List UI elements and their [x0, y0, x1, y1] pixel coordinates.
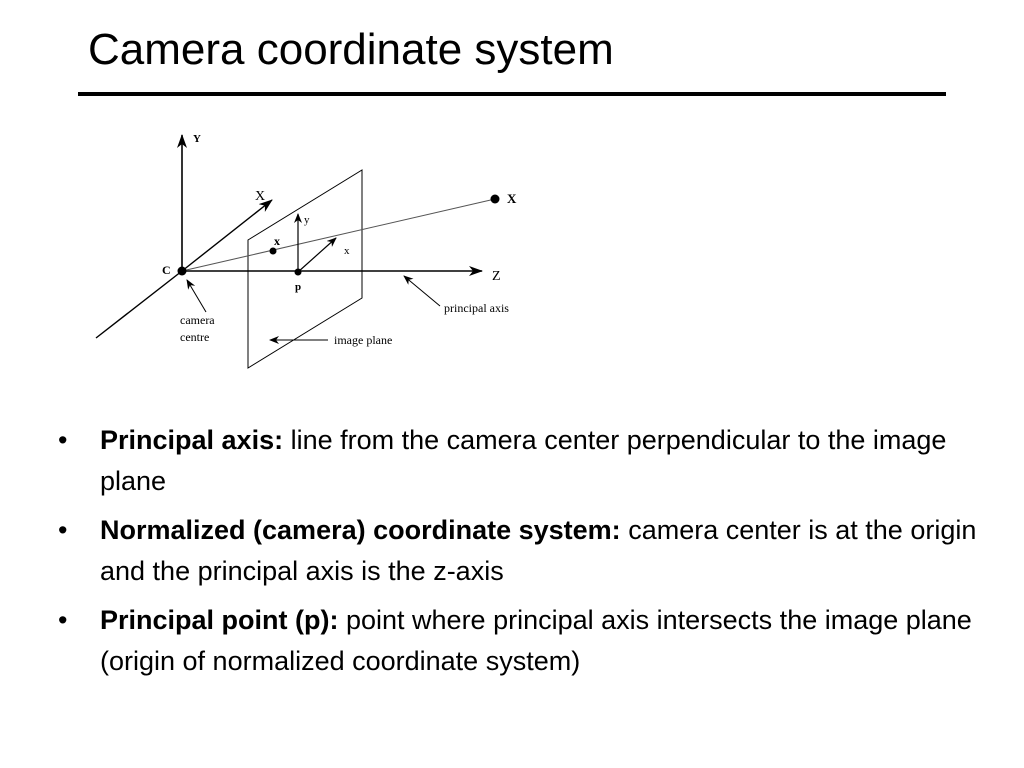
- camera-center-dot: [178, 267, 187, 276]
- label-image-y: y: [304, 214, 310, 226]
- x-axis-line-back: [96, 271, 182, 338]
- bullet-text: point where principal axis intersects the image plane (origin of normalized coordinate system): [100, 605, 972, 676]
- bullet-item: [58, 510, 998, 592]
- label-y-axis: Y: [193, 133, 201, 145]
- label-camera-centre-line1: camera: [180, 313, 215, 327]
- bullet-marker: •: [58, 425, 68, 455]
- label-world-point: X: [507, 191, 517, 206]
- image-point-dot: [270, 248, 277, 255]
- principal-point-dot: [295, 269, 302, 276]
- bullet-term: Principal point (p):: [100, 605, 339, 635]
- label-x-axis: X: [255, 189, 266, 204]
- label-camera-center: C: [162, 263, 171, 277]
- bullet-term: Normalized (camera) coordinate system:: [100, 515, 621, 545]
- bullet-term: Principal axis:: [100, 425, 284, 455]
- label-image-x: x: [344, 245, 350, 257]
- slide-title: Camera coordinate system: [88, 25, 614, 74]
- label-image-plane: image plane: [334, 333, 393, 347]
- camera-centre-pointer: [187, 280, 206, 312]
- bullet-text: line from the camera center perpendicular to the image plane: [100, 425, 947, 496]
- label-z-axis: Z: [492, 269, 501, 284]
- world-point-dot: [491, 195, 500, 204]
- label-principal-axis: principal axis: [444, 301, 509, 315]
- bullet-item: [58, 600, 998, 682]
- label-principal-point: p: [295, 281, 302, 293]
- bullet-marker: •: [58, 515, 68, 545]
- principal-axis-pointer: [404, 276, 440, 306]
- bullet-item: [58, 420, 998, 502]
- projection-ray: [182, 199, 495, 271]
- bullet-list: [58, 420, 998, 690]
- bullet-marker: •: [58, 605, 68, 635]
- label-camera-centre-line2: centre: [180, 330, 210, 344]
- bullet-text: camera center is at the origin and the principal axis is the z-axis: [100, 515, 977, 586]
- label-image-point: x: [274, 234, 280, 248]
